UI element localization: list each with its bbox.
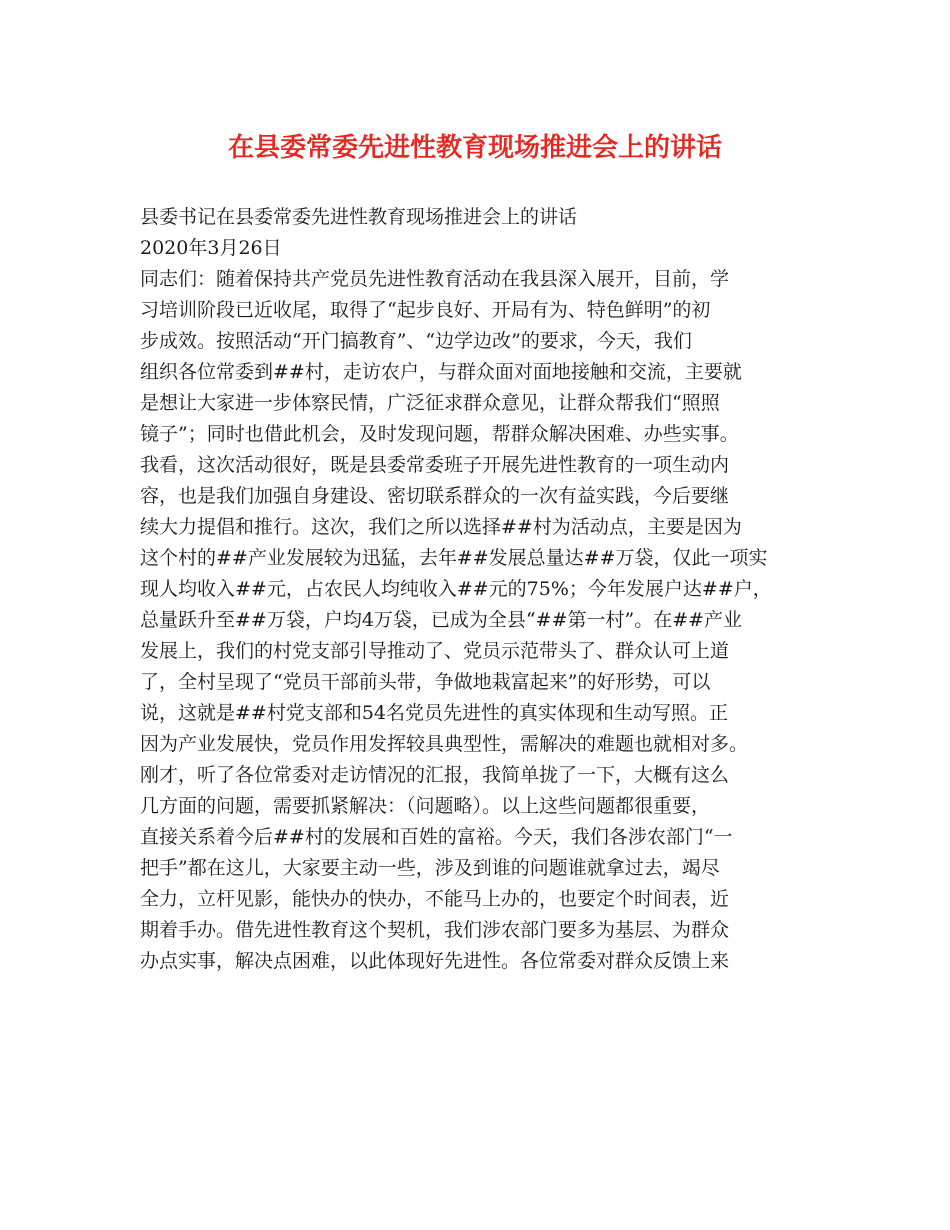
body-line: 全力，立杆见影，能快办的快办，不能马上办的，也要定个时间表，近 [140,888,730,910]
body-line: 总量跃升至##万袋，户均4万袋，已成为全县“##第一村”。在##产业 [140,609,743,631]
body-line: 因为产业发展快，党员作用发挥较具典型性，需解决的难题也就相对多。 [140,733,749,755]
document-body [140,202,830,977]
body-line: 把手”都在这儿，大家要主动一些，涉及到谁的问题谁就拿过去，竭尽 [140,857,720,879]
body-line: 直接关系着今后##村的发展和百姓的富裕。今天，我们各涉农部门“一 [140,826,733,848]
body-line: 步成效。按照活动“开门搞教育”、“边学边改”的要求，今天，我们 [140,330,692,352]
body-line: 说，这就是##村党支部和54名党员先进性的真实体现和生动写照。正 [140,702,729,724]
body-line: 习培训阶段已近收尾，取得了“起步良好、开局有为、特色鲜明”的初 [140,299,711,321]
body-line: 这个村的##产业发展较为迅猛，去年##发展总量达##万袋，仅此一项实 [140,547,768,569]
document-title: 在县委常委先进性教育现场推进会上的讲话 [227,133,722,163]
body-line: 现人均收入##元，占农民人均纯收入##元的75%；今年发展户达##户， [140,578,772,600]
body-line: 县委书记在县委常委先进性教育现场推进会上的讲话 [140,206,578,228]
body-line: 2020年3月26日 [140,237,282,259]
body-line: 容，也是我们加强自身建设、密切联系群众的一次有益实践，今后要继 [140,485,730,507]
body-line: 几方面的问题，需要抓紧解决：（问题略）。以上这些问题都很重要， [140,795,711,817]
body-line: 刚才，听了各位常委对走访情况的汇报，我简单拢了一下，大概有这么 [140,764,730,786]
body-line: 办点实事，解决点困难，以此体现好先进性。各位常委对群众反馈上来 [140,950,730,972]
body-line: 是想让大家进一步体察民情，广泛征求群众意见，让群众帮我们“照照 [140,392,720,414]
body-line: 期着手办。借先进性教育这个契机，我们涉农部门要多为基层、为群众 [140,919,730,941]
body-line: 同志们：随着保持共产党员先进性教育活动在我县深入展开，目前，学 [140,268,730,290]
body-line: 发展上，我们的村党支部引导推动了、党员示范带头了、群众认可上道 [140,640,730,662]
body-line: 镜子”；同时也借此机会，及时发现问题，帮群众解决困难、办些实事。 [140,423,739,445]
body-line: 续大力提倡和推行。这次，我们之所以选择##村为活动点，主要是因为 [140,516,742,538]
body-line: 我看，这次活动很好，既是县委常委班子开展先进性教育的一项生动内 [140,454,730,476]
body-line: 组织各位常委到##村，走访农户，与群众面对面地接触和交流，主要就 [140,361,742,383]
body-line: 了，全村呈现了“党员干部前头带，争做地栽富起来”的好形势，可以 [140,671,711,693]
